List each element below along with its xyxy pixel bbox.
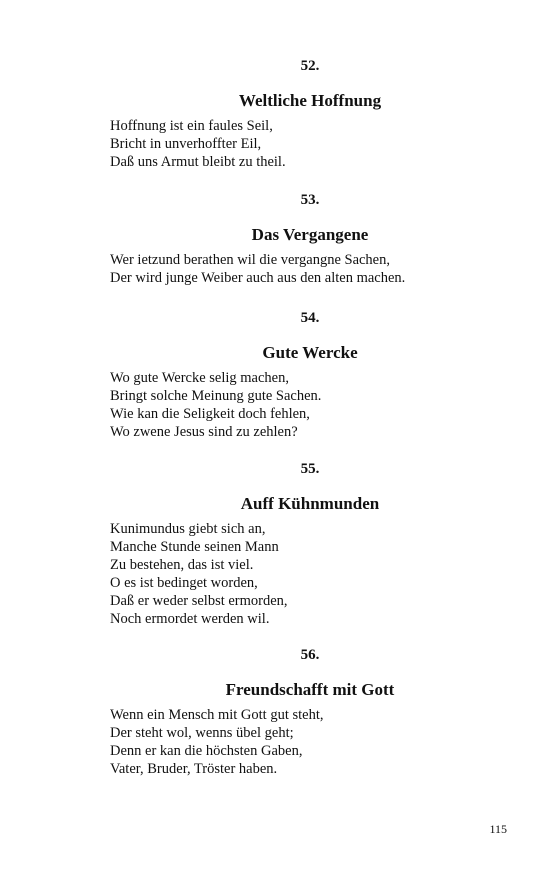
poem-line: Der steht wol, wenns übel geht; xyxy=(110,725,294,741)
poem-line: Denn er kan die höchsten Gaben, xyxy=(110,743,303,759)
poem-title: Freundschafft mit Gott xyxy=(225,680,395,699)
poem-line: Wo zwene Jesus sind zu zehlen? xyxy=(110,424,298,440)
poem-line: O es ist bedinget worden, xyxy=(110,575,258,591)
poem-body xyxy=(110,520,510,628)
poem-line: Daß er weder selbst ermorden, xyxy=(110,593,288,609)
poem-body xyxy=(110,706,510,778)
poem-title: Das Vergangene xyxy=(251,225,369,244)
poem-line: Noch ermordet werden wil. xyxy=(110,611,270,627)
poem-title: Weltliche Hoffnung xyxy=(238,91,382,110)
poem-line: Kunimundus giebt sich an, xyxy=(110,521,266,537)
poem-line: Daß uns Armut bleibt zu theil. xyxy=(110,154,286,170)
poem-body xyxy=(110,117,510,171)
poem-line: Bringt solche Meinung gute Sachen. xyxy=(110,388,322,404)
page-number: 115 xyxy=(489,822,507,836)
poem-line: Hoffnung ist ein faules Seil, xyxy=(110,118,273,134)
poem-number: 54. xyxy=(300,310,320,326)
poem-line: Wo gute Wercke selig machen, xyxy=(110,370,289,386)
poem-number: 52. xyxy=(300,58,320,74)
poem-line: Zu bestehen, das ist viel. xyxy=(110,557,254,573)
poem-line: Wer ietzund berathen wil die vergangne Sachen, xyxy=(110,252,390,268)
poem-title: Gute Wercke xyxy=(262,343,358,362)
poem-line: Vater, Bruder, Tröster haben. xyxy=(110,761,278,777)
poem-line: Wie kan die Seligkeit doch fehlen, xyxy=(110,406,310,422)
poem-line: Bricht in unverhoffter Eil, xyxy=(110,136,262,152)
poem-number: 56. xyxy=(300,647,320,663)
poem-number: 55. xyxy=(300,461,320,477)
poem-line: Der wird junge Weiber auch aus den alten machen. xyxy=(110,270,406,286)
poem-body xyxy=(110,369,510,441)
poem-number: 53. xyxy=(300,192,320,208)
poem-title: Auff Kühnmunden xyxy=(240,494,380,513)
poem-line: Wenn ein Mensch mit Gott gut steht, xyxy=(110,707,324,723)
poem-body xyxy=(110,251,510,287)
poem-line: Manche Stunde seinen Mann xyxy=(110,539,279,555)
